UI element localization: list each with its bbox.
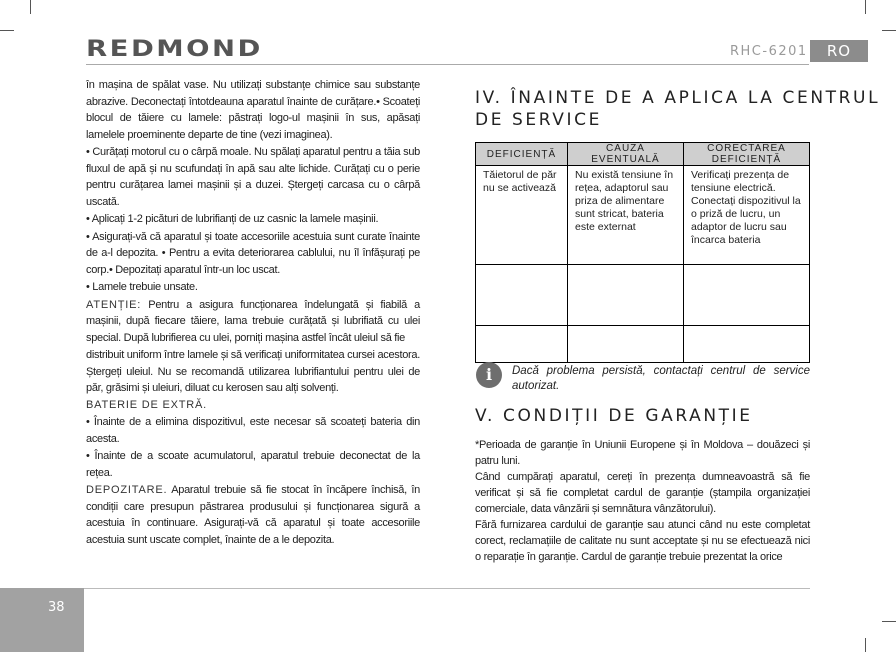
crop-mark [865, 0, 866, 14]
crop-mark [0, 30, 14, 31]
list-item: • Înainte de a elimina dispozitivul, este necesar să scoateți bateria din acesta. [86, 416, 420, 445]
section-5-title: V. CONDIȚII DE GARANȚIE [475, 406, 753, 426]
header-divider [86, 64, 809, 65]
paragraph: în mașina de spălat vase. Nu utilizați substanțe chimice sau substanțe abrazive. Deconectați întotdeauna aparatul înainte de curățare.• Scoateți blocul de tăiere cu lamele: păstrați logo-ul mașinii în sus, apăsați lamelele proeminente departe de tine (vezi imaginea). [86, 79, 420, 141]
paragraph: • Lamele trebuie unsate. [86, 281, 198, 293]
atentie-text: Pentru a asigura funcționarea îndelungată și fiabilă a mașinii, după fiecare tăiere, lama trebuie curățată și lubrifiată cu ulei special. După lubrifierea cu ulei, porniți mașina astfel încât uleiul să fie [86, 298, 420, 344]
table-row [476, 265, 810, 326]
paragraph: • Asigurați-vă că aparatul și toate accesoriile acestuia sunt curate înainte de a-l depozita. • Pentru a evita deteriorarea cablului, nu îl înfășurați pe corp.• Depozitați aparatul într-un loc uscat. [86, 230, 420, 276]
table-header-row [476, 143, 810, 166]
table-row [476, 166, 810, 265]
table-cell [476, 326, 568, 363]
column-header-deficienta: DEFICIENȚĂ [476, 143, 568, 166]
baterie-heading: BATERIE DE EXTRĂ. [86, 398, 207, 411]
footer-divider [84, 588, 810, 589]
model-number: RHC-6201 [730, 44, 808, 59]
table-cell [476, 265, 568, 326]
section-4-title [475, 87, 880, 131]
table-cell [568, 265, 684, 326]
page-number: 38 [48, 600, 65, 615]
list-item: • Înainte de a scoate acumulatorul, aparatul trebuie deconectat de la rețea. [86, 450, 420, 479]
atentie-label: ATENȚIE: [86, 298, 142, 311]
language-badge: RO [810, 40, 868, 62]
column-header-cauza: CAUZĂ EVENTUALĂ [568, 143, 684, 166]
table-cell [684, 326, 810, 363]
atentie-paragraph [86, 297, 420, 347]
paragraph: distribuit uniform între lamele și să verificați uniformitatea cursei acestora. Ștergeți uleiul. Nu se recomandă utilizarea lubrifiantului pentru ulei de păr, grăsimi și uleiuri, diluat cu kerosen sau alți solvenți. [86, 349, 420, 394]
crop-mark [30, 0, 31, 14]
depozitare-paragraph [86, 482, 420, 548]
depozitare-label: DEPOZITARE. [86, 484, 168, 496]
warranty-text [475, 437, 810, 565]
troubleshooting-table [475, 142, 810, 363]
page-number-box [0, 588, 84, 652]
table-cell: Nu există tensiune în rețea, adaptorul sau priza de alimentare sunt stricat, bateria este externat [568, 166, 684, 265]
crop-mark [882, 30, 896, 31]
section-4-title-line-1: IV. ÎNAINTE DE A APLICA LA CENTRUL [475, 88, 881, 108]
depozitare-text: Aparatul trebuie să fie stocat în încăpere închisă, în condiții care presupun păstrarea produsului și funcționarea sigură a acestuia în continuare. Asigurați-vă că aparatul și toate accesoriile acestuia sunt uscate complet, înainte de a le depozita. [86, 484, 420, 546]
info-note: Dacă problema persistă, contactați centrul de service autorizat. [512, 365, 810, 392]
paragraph: Fără furnizarea cardului de garanție sau atunci când nu este completat corect, reclamațiile de calitate nu sunt acceptate și nu se efectuează nici o reparație în garanție. Cardul de garanție trebuie prezentat la orice [475, 519, 810, 563]
paragraph: • Aplicați 1-2 picături de lubrifianți de uz casnic la lamele mașinii. [86, 213, 379, 225]
paragraph: Când cumpărați aparatul, cereți în prezența dumneavoastră să fie verificat și să fie completat cardul de garanție (ștampila organizației comerciale, data vânzării și semnătura vânzătorului). [475, 471, 810, 515]
brand-logo: REDMOND [86, 37, 263, 62]
left-column [86, 77, 420, 548]
info-icon: i [476, 362, 502, 388]
column-header-corectarea: CORECTAREA DEFICIENȚĂ [684, 143, 810, 166]
crop-mark [882, 621, 896, 622]
table-cell [568, 326, 684, 363]
crop-mark [865, 638, 866, 652]
table-cell [684, 265, 810, 326]
paragraph: • Curățați motorul cu o cârpă moale. Nu spălați aparatul pentru a tăia sub fluxul de apă și nu scufundați în apă sau alte lichide. Curățați cu o perie pentru curățarea lamei mașinii și a duzei. Ștergeți carcasa cu o cârpă uscată. [86, 146, 420, 208]
table-row [476, 326, 810, 363]
paragraph: *Perioada de garanție în Uniunii Europene și în Moldova – douăzeci și patru luni. [475, 439, 810, 467]
section-4-title-line-2: DE SERVICE [475, 110, 602, 130]
table-cell: Tăietorul de păr nu se activează [476, 166, 568, 265]
table-cell: Verificați prezența de tensiune electrică. Conectați dispozitivul la o priză de lucru, un adaptor de lucru sau încarca bateria [684, 166, 810, 265]
